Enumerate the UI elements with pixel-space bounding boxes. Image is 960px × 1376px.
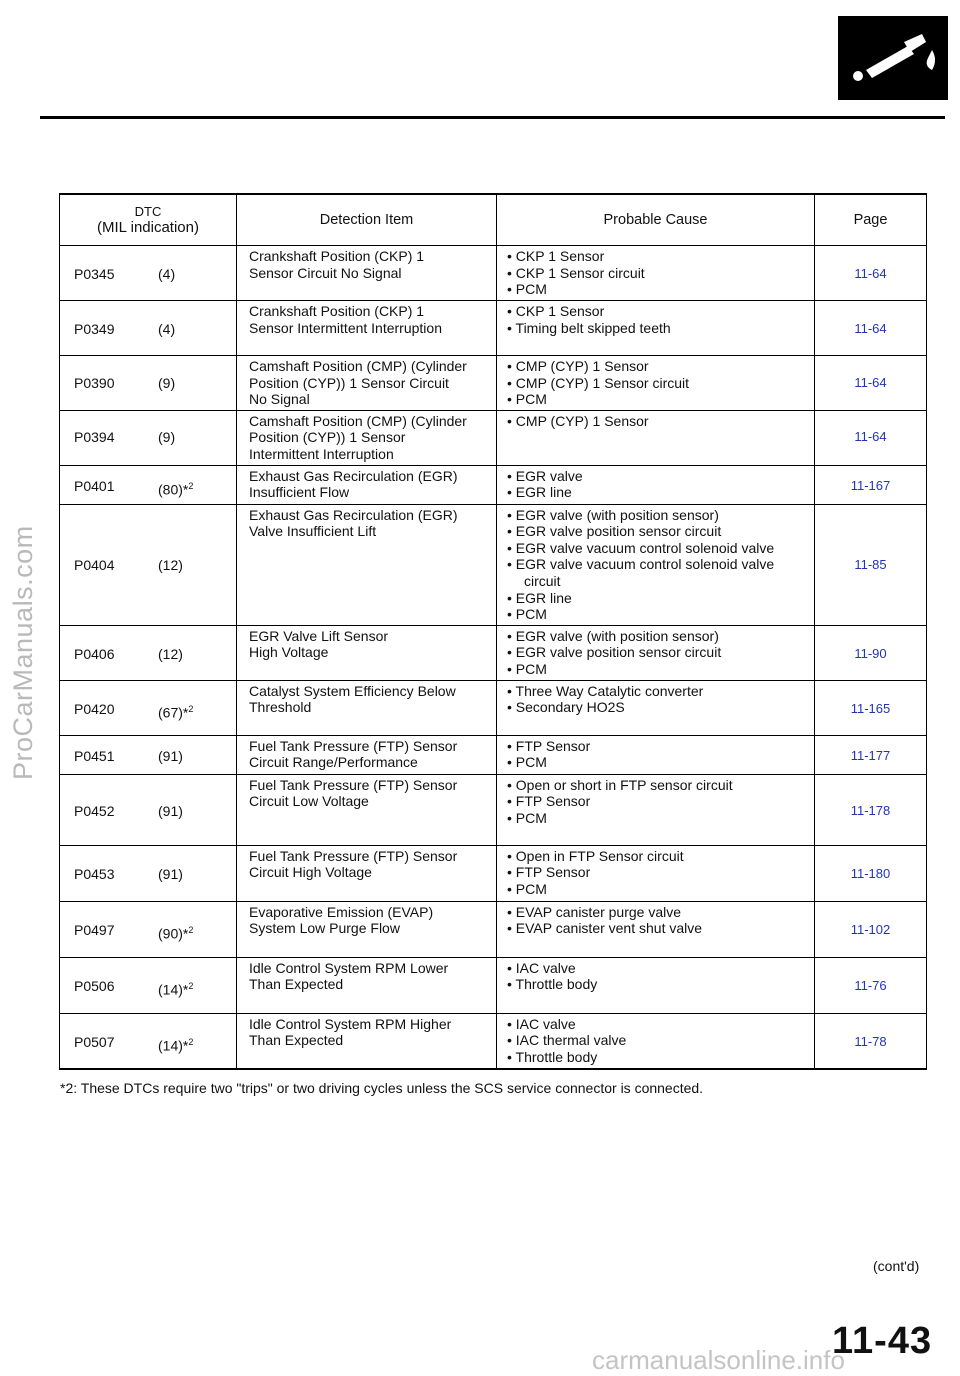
detection-line: Position (CYP)) 1 Sensor Circuit [249,374,449,391]
table-row [60,410,927,465]
header-page: Page [815,194,927,246]
page-reference: 11-78 [854,1033,887,1049]
detection-item-cell [237,625,497,680]
dtc-cell [60,1013,237,1069]
page-cell [815,901,927,957]
detection-item-cell [237,735,497,774]
page-cell [815,625,927,680]
cause-item: • CMP (CYP) 1 Sensor circuit [507,374,690,391]
cause-item: • Three Way Catalytic converter [507,682,704,699]
cause-item: • Timing belt skipped teeth [507,319,671,336]
detection-item-cell [237,246,497,301]
dtc-table [59,193,927,1070]
section-logo [838,16,948,100]
cause-item: • Open in FTP Sensor circuit [507,847,684,864]
detection-line: Exhaust Gas Recirculation (EGR) [249,467,458,484]
dtc-cell [60,957,237,1013]
detection-line: High Voltage [249,644,329,661]
cause-item: • PCM [507,606,547,623]
cause-item: • CKP 1 Sensor circuit [507,264,645,281]
page-reference: 11-102 [850,921,891,937]
footnote: *2: These DTCs require two "trips" or two driving cycles unless the SCS service connector is connected. [60,1080,704,1096]
cause-item: • EVAP canister purge valve [507,903,682,920]
dtc-cell [60,845,237,901]
dtc-code: P0497 [74,921,115,938]
cause-item: • EVAP canister vent shut valve [507,920,703,937]
table-row [60,774,927,845]
page-reference: 11-167 [850,477,891,493]
page-cell [815,410,927,465]
mil-indication: (91) [158,865,183,882]
probable-cause-cell [497,356,815,411]
page-cell [815,845,927,901]
cause-item: • PCM [507,660,547,677]
page-cell [815,735,927,774]
detection-line: Circuit High Voltage [249,864,372,881]
table-row [60,625,927,680]
table-header-row [60,194,927,246]
mil-indication: (4) [158,321,176,337]
table-row [60,735,927,774]
detection-line: Sensor Intermittent Interruption [249,319,442,336]
page-cell [815,504,927,625]
mil-indication: (14)*$^2$ [158,980,194,998]
detection-line: System Low Purge Flow [249,920,400,937]
footnote-marker: 2 [188,980,194,991]
mil-indication: (67)*$^2$ [158,703,194,721]
probable-cause-cell [497,504,815,625]
cause-item: • EGR valve vacuum control solenoid valve [507,556,775,573]
page-reference: 11-64 [854,428,887,444]
detection-line: No Signal [249,391,310,408]
dtc-cell [60,410,237,465]
dtc-code: P0349 [74,321,115,337]
table-row [60,680,927,735]
page-reference: 11-85 [854,556,887,572]
cause-item: • CMP (CYP) 1 Sensor [507,412,649,429]
detection-line: Idle Control System RPM Lower [249,959,449,976]
cause-item: • IAC valve [507,1015,576,1032]
header-dtc: DTC (MIL indication) [60,194,237,246]
cause-item: • Throttle body [507,976,598,993]
cause-item: • EGR valve [507,467,583,484]
page-cell [815,774,927,845]
detection-item-cell [237,680,497,735]
mil-indication: (9) [158,428,176,445]
mil-indication: (12) [158,556,183,573]
table-row [60,504,927,625]
detection-item-cell [237,774,497,845]
cause-item: • EGR valve position sensor circuit [507,523,722,540]
cause-item: • CKP 1 Sensor [507,248,605,264]
page-cell [815,680,927,735]
cause-item: • FTP Sensor [507,737,591,754]
dtc-code: P0452 [74,802,115,819]
mil-indication: (91) [158,747,183,764]
dtc-cell [60,625,237,680]
mil-indication: (91) [158,802,183,819]
table-row [60,957,927,1013]
cause-item: • EGR valve position sensor circuit [507,644,722,661]
cause-item: • Secondary HO2S [507,699,625,716]
page-cell [815,465,927,504]
detection-item-cell [237,845,497,901]
page-reference: 11-165 [850,700,891,716]
cause-item: • EGR line [507,484,572,501]
probable-cause-cell [497,301,815,356]
probable-cause-cell [497,957,815,1013]
detection-line: Crankshaft Position (CKP) 1 [249,303,425,319]
table-row [60,845,927,901]
dtc-cell [60,735,237,774]
page-reference: 11-180 [850,865,891,881]
detection-line: Fuel Tank Pressure (FTP) Sensor [249,847,458,864]
detection-line: Circuit Low Voltage [249,793,369,810]
detection-line: Fuel Tank Pressure (FTP) Sensor [249,737,458,754]
page-reference: 11-76 [854,977,887,993]
probable-cause-cell [497,901,815,957]
mil-indication: (4) [158,266,176,282]
table-row [60,465,927,504]
table-row [60,301,927,356]
page-cell [815,957,927,1013]
dtc-cell [60,680,237,735]
dtc-code: P0506 [74,977,115,994]
dtc-code: P0451 [74,747,115,764]
cause-item: circuit [524,572,561,589]
detection-line: Camshaft Position (CMP) (Cylinder [249,412,467,429]
dtc-code: P0390 [74,375,115,391]
probable-cause-cell [497,680,815,735]
dtc-code: P0345 [74,266,115,282]
table-row [60,1013,927,1069]
detection-line: Evaporative Emission (EVAP) [249,903,434,920]
detection-line: EGR Valve Lift Sensor [249,627,389,644]
detection-item-cell [237,901,497,957]
cause-item: • PCM [507,809,547,826]
detection-line: Position (CYP)) 1 Sensor [249,429,406,446]
cause-item: • EGR valve (with position sensor) [507,627,719,644]
probable-cause-cell [497,410,815,465]
cause-item: • PCM [507,281,547,298]
detection-line: Fuel Tank Pressure (FTP) Sensor [249,776,458,793]
cause-item: • EGR line [507,589,572,606]
dtc-code: P0406 [74,645,115,662]
mil-indication: (9) [158,375,176,391]
footnote-marker: 2 [188,480,194,491]
detection-line: Crankshaft Position (CKP) 1 [249,248,425,264]
cause-item: • IAC thermal valve [507,1032,627,1049]
header-detection-item: Detection Item [237,194,497,246]
probable-cause-cell [497,735,815,774]
detection-item-cell [237,465,497,504]
mil-indication: (14)*$^2$ [158,1036,194,1054]
footnote-marker: 2 [188,1036,194,1047]
probable-cause-cell [497,625,815,680]
detection-line: Threshold [249,699,312,716]
footnote-marker: 2 [188,924,194,935]
table-row [60,246,927,301]
dtc-cell [60,356,237,411]
cause-item: • FTP Sensor [507,864,591,881]
dtc-cell [60,246,237,301]
cause-item: • EGR valve vacuum control solenoid valve [507,539,775,556]
table-row [60,901,927,957]
detection-line: Exhaust Gas Recirculation (EGR) [249,506,458,523]
detection-line: Circuit Range/Performance [249,754,418,771]
cause-item: • EGR valve (with position sensor) [507,506,719,523]
page-number: 11-43 [832,1320,933,1362]
dtc-code: P0420 [74,700,115,717]
mil-indication: (90)*$^2$ [158,924,194,942]
dtc-code: P0507 [74,1033,115,1050]
cause-item: • PCM [507,391,547,408]
dtc-code: P0453 [74,865,115,882]
dtc-cell [60,774,237,845]
dtc-cell [60,901,237,957]
page-reference: 11-177 [850,747,891,763]
page-reference: 11-178 [850,802,891,818]
continued-label: (cont'd) [873,1258,920,1274]
probable-cause-cell [497,246,815,301]
detection-line: Than Expected [249,976,344,993]
header-probable-cause: Probable Cause [497,194,815,246]
page-cell [815,356,927,411]
detection-item-cell [237,301,497,356]
detection-item-cell [237,957,497,1013]
dtc-code: P0394 [74,428,115,445]
cause-item: • CMP (CYP) 1 Sensor [507,358,649,374]
detection-line: Sensor Circuit No Signal [249,264,402,281]
fuel-nozzle-icon [838,16,948,100]
cause-item: • PCM [507,754,547,771]
cause-item: • Open or short in FTP sensor circuit [507,776,733,793]
page-reference: 11-64 [854,321,887,336]
detection-item-cell [237,1013,497,1069]
cause-item: • Throttle body [507,1048,598,1065]
dtc-code: P0404 [74,556,115,573]
detection-line: Catalyst System Efficiency Below [249,682,456,699]
detection-line: Idle Control System RPM Higher [249,1015,452,1032]
detection-line: Valve Insufficient Lift [249,523,377,540]
detection-item-cell [237,356,497,411]
probable-cause-cell [497,1013,815,1069]
mil-indication: (12) [158,645,183,662]
page-cell [815,246,927,301]
page-cell [815,1013,927,1069]
page-reference: 11-64 [854,375,887,390]
dtc-cell [60,301,237,356]
dtc-cell [60,465,237,504]
page-reference: 11-90 [854,645,887,661]
cause-item: • FTP Sensor [507,793,591,810]
detection-line: Insufficient Flow [249,484,350,501]
page-reference: 11-64 [854,266,887,281]
detection-item-cell [237,410,497,465]
probable-cause-cell [497,845,815,901]
detection-line: Intermittent Interruption [249,445,394,462]
detection-line: Camshaft Position (CMP) (Cylinder [249,358,467,374]
top-rule [40,116,945,119]
dtc-code: P0401 [74,477,115,494]
side-watermark: ProCarManuals.com [8,525,38,780]
table-row [60,356,927,411]
bottom-watermark: carmanualsonline.info [592,1345,845,1375]
detection-line: Than Expected [249,1032,344,1049]
mil-indication: (80)*$^2$ [158,480,194,498]
page-cell [815,301,927,356]
probable-cause-cell [497,774,815,845]
probable-cause-cell [497,465,815,504]
cause-item: • IAC valve [507,959,576,976]
detection-item-cell [237,504,497,625]
cause-item: • PCM [507,880,547,897]
dtc-cell [60,504,237,625]
footnote-marker: 2 [188,703,194,714]
cause-item: • CKP 1 Sensor [507,303,605,319]
